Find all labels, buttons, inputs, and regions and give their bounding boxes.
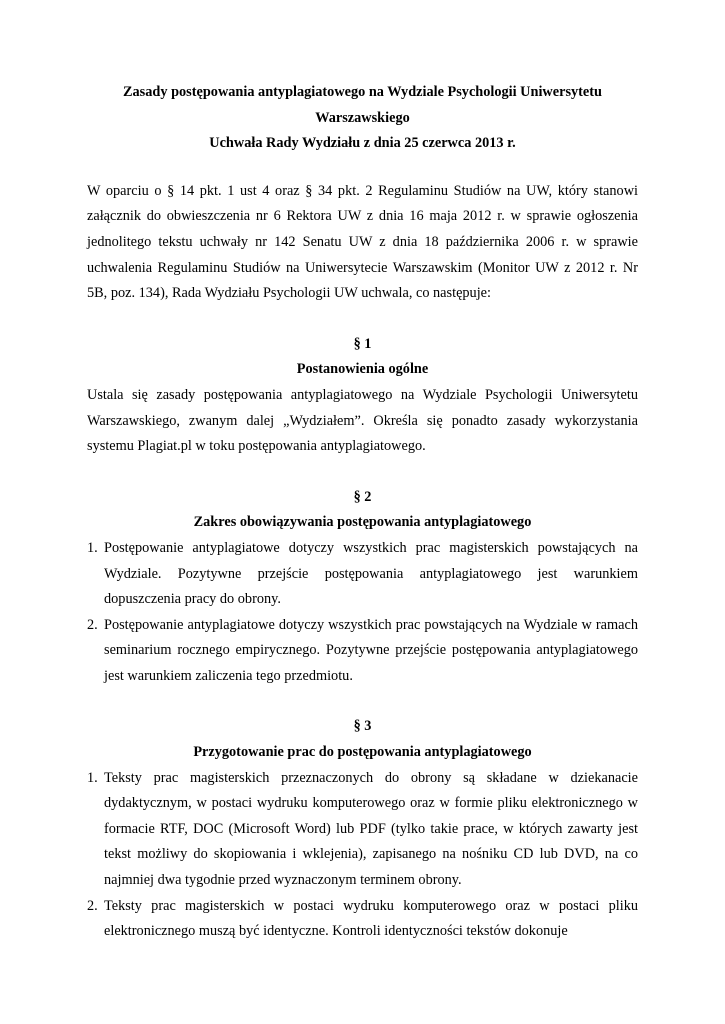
intro-paragraph: W oparciu o § 14 pkt. 1 ust 4 oraz § 34 pkt. 2 Regulaminu Studiów na UW, który stanowi załącznik do obwieszczenia nr 6 Rektora UW z dnia 16 maja 2012 r. w sprawie ogłoszenia jednolitego tekstu uchwały nr 142 Senatu UW z dnia 18 października 2006 r. w sprawie uchwalenia Regulaminu Studiów na Uniwersytecie Warszawskim (Monitor UW z 2012 r. Nr 5B, poz. 134), Rada Wydziału Psychologii UW uchwala, co następuje: [87,182,638,302]
section-2 [87,485,638,690]
section-number: § 1 [353,335,372,352]
title-line-2: Warszawskiego [315,109,410,126]
list-item-number: 1. [87,769,98,786]
list-item-text: Postępowanie antyplagiatowe dotyczy wszystkich prac magisterskich powstających na Wydziale. Pozytywne przejście postępowania antyplagiatowego jest warunkiem dopuszczenia pracy do obrony. [104,539,638,608]
list-item [87,766,638,894]
title-line-3: Uchwała Rady Wydziału z dnia 25 czerwca 2013 r. [209,135,516,152]
section-1 [87,332,638,460]
list-item-text: Postępowanie antyplagiatowe dotyczy wszystkich prac powstających na Wydziale w ramach seminarium rocznego empirycznego. Pozytywne przejście postępowania antyplagiatowego jest warunkiem zaliczenia tego przedmiotu. [104,616,638,684]
list-item-number: 2. [87,897,98,914]
section-body: Ustala się zasady postępowania antyplagiatowego na Wydziale Psychologii Uniwersytetu Warszawskiego, zwanym dalej „Wydziałem”. Określa się ponadto zasady wykorzystania systemu Plagiat.pl w toku postępowania antyplagiatowego. [87,386,638,455]
section-heading: Postanowienia ogólne [296,361,429,378]
document-title [87,80,638,157]
section-heading: Zakres obowiązywania postępowania antyplagiatowego [193,514,532,531]
list-item-number: 1. [87,539,98,556]
list-item-text: Teksty prac magisterskich w postaci wydruku komputerowego oraz w postaci pliku elektronicznego muszą być identyczne. Kontroli identyczności tekstów dokonuje [104,897,638,940]
list-item [87,536,638,613]
list-item-text: Teksty prac magisterskich przeznaczonych do obrony są składane w dziekanacie dydaktycznym, w postaci wydruku komputerowego oraz w formie pliku elektronicznego w formacie RTF, DOC (Microsoft Word) lub PDF (tylko takie prace, w których zawarty jest tekst możliwy do skopiowania i wklejenia), zapisanego na nośniku CD lub DVD, na co najmniej dwa tygodnie przed wyznaczonym terminem obrony. [104,769,638,889]
section-3 [87,714,638,944]
list-item [87,613,638,690]
section-number: § 2 [353,488,372,505]
list-item [87,894,638,945]
section-list [87,536,638,690]
section-list [87,766,638,945]
section-number: § 3 [353,718,372,735]
list-item-number: 2. [87,616,98,633]
title-line-1: Zasady postępowania antyplagiatowego na Wydziale Psychologii Uniwersytetu [123,84,602,100]
section-heading: Przygotowanie prac do postępowania antyplagiatowego [193,744,532,761]
